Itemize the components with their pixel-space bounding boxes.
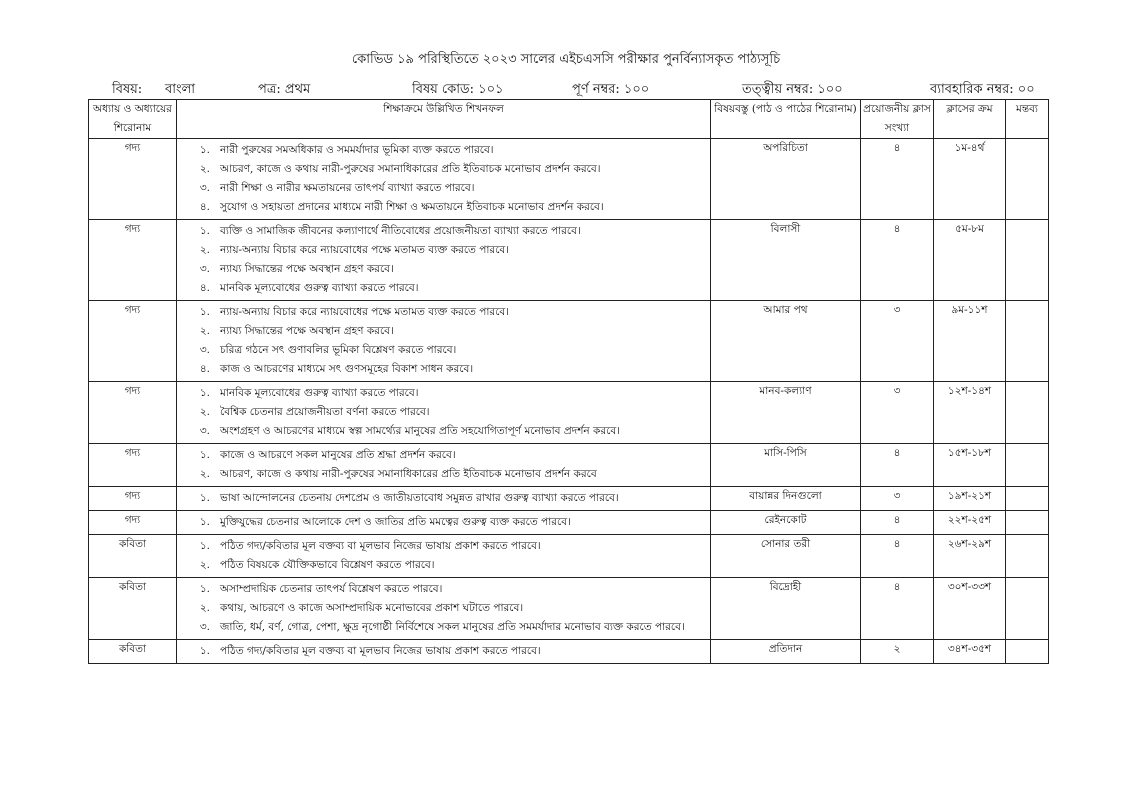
content-cell: মানব-কল্যাণ	[711, 382, 861, 444]
order-cell: ১৫শ-১৮শ	[934, 444, 1006, 487]
outcome-text: মানবিক মূল্যবোধের গুরুত্ব ব্যাখ্যা করতে পারবে।	[220, 387, 419, 399]
chapter-cell: গদ্য	[89, 220, 177, 301]
content-cell: প্রতিদান	[711, 640, 861, 664]
outcomes-cell	[177, 487, 711, 511]
practical-marks: ব্যাবহারিক নম্বর: ০০	[930, 82, 1035, 97]
outcome-item	[180, 403, 707, 422]
col-header-chapter: অধ্যায় ও অধ্যায়ের শিরোনাম	[89, 100, 177, 139]
remarks-cell	[1006, 535, 1049, 578]
table-row	[89, 301, 1049, 382]
table-row	[89, 487, 1049, 511]
outcome-item	[180, 422, 707, 441]
content-cell: বিদ্রোহী	[711, 578, 861, 640]
remarks-cell	[1006, 578, 1049, 640]
classes-cell: ৩	[861, 301, 934, 382]
chapter-cell: গদ্য	[89, 511, 177, 535]
outcome-number: ৪.	[199, 282, 210, 294]
classes-cell: ২	[861, 640, 934, 664]
outcome-number: ৩.	[199, 344, 210, 356]
outcome-list	[180, 513, 707, 532]
syllabus-table	[88, 99, 1049, 664]
classes-cell: ৪	[861, 139, 934, 220]
classes-cell: ৩	[861, 382, 934, 444]
outcome-text: মানবিক মূল্যবোধের গুরুত্ব ব্যাখ্যা করতে পারবে।	[220, 282, 419, 294]
outcomes-cell	[177, 301, 711, 382]
table-row	[89, 139, 1049, 220]
outcome-item	[180, 160, 707, 179]
table-row	[89, 444, 1049, 487]
table-row	[89, 640, 1049, 664]
outcome-number: ৩.	[199, 263, 210, 275]
outcome-item	[180, 341, 707, 360]
remarks-cell	[1006, 640, 1049, 664]
outcome-item	[180, 642, 707, 661]
outcome-number: ১.	[199, 449, 210, 461]
outcomes-cell	[177, 578, 711, 640]
outcome-list	[180, 222, 707, 298]
outcomes-cell	[177, 382, 711, 444]
content-cell: সোনার তরী	[711, 535, 861, 578]
order-cell: ৯ম-১১শ	[934, 301, 1006, 382]
classes-cell: ৪	[861, 578, 934, 640]
outcome-list	[180, 303, 707, 379]
full-marks: পূর্ণ নম্বর: ১০০	[572, 82, 650, 97]
outcome-text: কাজে ও আচরণে সকল মানুষের প্রতি শ্রদ্ধা প্রদর্শন করবে।	[220, 449, 456, 461]
outcome-item	[180, 384, 707, 403]
outcome-text: আচরণ, কাজে ও কথায় নারী-পুরুষের সমানাধিকারের প্রতি ইতিবাচক মনোভাব প্রদর্শন করবে	[220, 468, 597, 480]
order-cell: ২৬শ-২৯শ	[934, 535, 1006, 578]
outcome-text: চরিত্র গঠনে সৎ গুণাবলির ভূমিকা বিশ্লেষণ করতে পারবে।	[220, 344, 457, 356]
content-cell: বায়ান্নর দিনগুলো	[711, 487, 861, 511]
order-cell: ৩০শ-৩৩শ	[934, 578, 1006, 640]
outcome-item	[180, 322, 707, 341]
outcomes-cell	[177, 511, 711, 535]
chapter-cell: গদ্য	[89, 382, 177, 444]
outcome-number: ৪.	[199, 363, 210, 375]
outcome-list	[180, 580, 707, 637]
remarks-cell	[1006, 139, 1049, 220]
outcomes-cell	[177, 535, 711, 578]
outcome-number: ২.	[199, 559, 210, 571]
remarks-cell	[1006, 382, 1049, 444]
outcome-list	[180, 642, 707, 661]
outcome-text: আচরণ, কাজে ও কথায় নারী-পুরুষের সমানাধিকারের প্রতি ইতিবাচক মনোভাব প্রদর্শন করবে।	[220, 163, 601, 175]
order-cell: ১২শ-১৪শ	[934, 382, 1006, 444]
outcome-number: ১.	[199, 306, 210, 318]
outcome-number: ৩.	[199, 425, 210, 437]
outcome-item	[180, 222, 707, 241]
outcome-number: ২.	[199, 163, 210, 175]
outcome-item	[180, 580, 707, 599]
chapter-cell: গদ্য	[89, 301, 177, 382]
outcome-number: ২.	[199, 602, 210, 614]
theory-marks: তত্ত্বীয় নম্বর: ১০০	[742, 82, 843, 97]
chapter-cell: কবিতা	[89, 578, 177, 640]
classes-cell: ৪	[861, 220, 934, 301]
remarks-cell	[1006, 444, 1049, 487]
chapter-cell: গদ্য	[89, 487, 177, 511]
outcomes-cell	[177, 220, 711, 301]
outcome-item	[180, 465, 707, 484]
classes-cell: ৪	[861, 535, 934, 578]
chapter-cell: কবিতা	[89, 640, 177, 664]
chapter-cell: কবিতা	[89, 535, 177, 578]
outcome-text: মুক্তিযুদ্ধের চেতনার আলোকে দেশ ও জাতির প্রতি মমত্বের গুরুত্ব ব্যক্ত করতে পারবে।	[220, 516, 571, 528]
table-row	[89, 578, 1049, 640]
col-header-content: বিষয়বস্তু (পাঠ ও পাঠের শিরোনাম)	[711, 100, 861, 139]
outcome-item	[180, 360, 707, 379]
outcome-list	[180, 489, 707, 508]
page-title: কোভিড ১৯ পরিস্থিতিতে ২০২৩ সালের এইচএসসি পরীক্ষার পুনর্বিন্যাসকৃত পাঠ্যসূচি	[351, 52, 781, 67]
content-cell: বিলাসী	[711, 220, 861, 301]
outcome-number: ১.	[199, 516, 210, 528]
outcome-number: ১.	[199, 387, 210, 399]
outcome-number: ২.	[199, 406, 210, 418]
outcome-text: বৈশ্বিক চেতনার প্রয়োজনীয়তা বর্ণনা করতে পারবে।	[220, 406, 430, 418]
remarks-cell	[1006, 301, 1049, 382]
content-cell: আমার পথ	[711, 301, 861, 382]
outcome-number: ১.	[199, 645, 210, 657]
outcome-text: পঠিত গদ্য/কবিতার মূল বক্তব্য বা মূলভাব নিজের ভাষায় প্রকাশ করতে পারবে।	[220, 540, 541, 552]
outcome-number: ১.	[199, 583, 210, 595]
outcome-list	[180, 537, 707, 575]
order-cell: ১ম-৪র্থ	[934, 139, 1006, 220]
table-row	[89, 535, 1049, 578]
outcome-text: নারী পুরুষের সমঅধিকার ও সমমর্যাদার ভূমিকা ব্যক্ত করতে পারবে।	[220, 144, 494, 156]
chapter-cell: গদ্য	[89, 444, 177, 487]
outcome-text: ন্যায্য সিদ্ধান্তের পক্ষে অবস্থান গ্রহণ করবে।	[220, 325, 394, 337]
order-cell: ৫ম-৮ম	[934, 220, 1006, 301]
outcome-item	[180, 599, 707, 618]
outcome-list	[180, 384, 707, 441]
outcomes-cell	[177, 444, 711, 487]
outcome-item	[180, 241, 707, 260]
outcome-text: কাজ ও আচরণের মাধ্যমে সৎ গুণসমূহের বিকাশ সাধন করবে।	[220, 363, 474, 375]
outcome-number: ১.	[199, 225, 210, 237]
outcome-item	[180, 141, 707, 160]
outcomes-cell	[177, 640, 711, 664]
order-cell: ১৯শ-২১শ	[934, 487, 1006, 511]
outcome-number: ২.	[199, 244, 210, 256]
outcome-item	[180, 556, 707, 575]
subject-value: বাংলা	[165, 82, 196, 97]
outcome-text: জাতি, ধর্ম, বর্ণ, গোত্র, পেশা, ক্ষুদ্র নৃগোষ্ঠী নির্বিশেষে সকল মানুষের প্রতি সমমর্যাদার মনোভাব ব্যক্ত করতে পারবে।	[220, 621, 685, 633]
outcome-number: ১.	[199, 492, 210, 504]
outcomes-cell	[177, 139, 711, 220]
content-cell: রেইনকোট	[711, 511, 861, 535]
table-row	[89, 220, 1049, 301]
table-header-row	[89, 100, 1049, 139]
outcome-item	[180, 537, 707, 556]
outcome-item	[180, 179, 707, 198]
outcome-text: অংশগ্রহণ ও আচরণের মাধ্যমে স্বল্প সামর্থ্যের মানুষের প্রতি সহযোগিতাপূর্ণ মনোভাব প্রদর্শন করবে।	[220, 425, 620, 437]
outcome-item	[180, 260, 707, 279]
outcome-text: ভাষা আন্দোলনের চেতনায় দেশপ্রেম ও জাতীয়তাবোধ সমুন্নত রাখার গুরুত্ব ব্যাখ্যা করতে পারবে।	[220, 492, 619, 504]
outcome-number: ২.	[199, 325, 210, 337]
outcome-number: ৩.	[199, 621, 210, 633]
outcome-text: কথায়, আচরণে ও কাজে অসাম্প্রদায়িক মনোভাবের প্রকাশ ঘটাতে পারবে।	[220, 602, 524, 614]
outcome-number: ২.	[199, 468, 210, 480]
outcome-text: ব্যক্তি ও সামাজিক জীবনের কল্যাণার্থে নীতিবোধের প্রয়োজনীয়তা ব্যাখ্যা করতে পারবে।	[220, 225, 581, 237]
col-header-order: ক্লাসের ক্রম	[934, 100, 1006, 139]
remarks-cell	[1006, 487, 1049, 511]
order-cell: ২২শ-২৫শ	[934, 511, 1006, 535]
outcome-item	[180, 618, 707, 637]
outcome-list	[180, 446, 707, 484]
outcome-item	[180, 513, 707, 532]
outcome-number: ৩.	[199, 182, 210, 194]
outcome-text: ন্যায়-অন্যায় বিচার করে ন্যায়বোধের পক্ষে মতামত ব্যক্ত করতে পারবে।	[220, 306, 510, 318]
outcome-text: নারী শিক্ষা ও নারীর ক্ষমতায়নের তাৎপর্য ব্যাখ্যা করতে পারবে।	[220, 182, 475, 194]
table-row	[89, 382, 1049, 444]
outcome-item	[180, 489, 707, 508]
outcome-item	[180, 303, 707, 322]
outcome-list	[180, 141, 707, 217]
outcome-item	[180, 446, 707, 465]
remarks-cell	[1006, 220, 1049, 301]
subject-label: বিষয়:	[112, 82, 143, 97]
outcome-text: অসাম্প্রদায়িক চেতনার তাৎপর্য বিশ্লেষণ করতে পারবে।	[220, 583, 443, 595]
outcome-number: ৪.	[199, 201, 210, 213]
content-cell: অপরিচিতা	[711, 139, 861, 220]
classes-cell: ৪	[861, 511, 934, 535]
col-header-outcomes: শিক্ষাক্রমে উল্লিখিত শিখনফল	[177, 100, 711, 139]
outcome-text: পঠিত বিষয়কে যৌক্তিকভাবে বিশ্লেষণ করতে পারবে।	[220, 559, 435, 571]
col-header-classes: প্রয়োজনীয় ক্লাস সংখ্যা	[861, 100, 934, 139]
outcome-text: সুযোগ ও সহায়তা প্রদানের মাধ্যমে নারী শিক্ষা ও ক্ষমতায়নে ইতিবাচক মনোভাব প্রদর্শন করবে।	[220, 201, 604, 213]
outcome-number: ১.	[199, 144, 210, 156]
outcome-text: ন্যায্য সিদ্ধান্তের পক্ষে অবস্থান গ্রহণ করবে।	[220, 263, 394, 275]
paper-info: পত্র: প্রথম	[258, 82, 311, 97]
outcome-item	[180, 198, 707, 217]
outcome-item	[180, 279, 707, 298]
remarks-cell	[1006, 511, 1049, 535]
classes-cell: ৩	[861, 487, 934, 511]
outcome-text: ন্যায়-অন্যায় বিচার করে ন্যায়বোধের পক্ষে মতামত ব্যক্ত করতে পারবে।	[220, 244, 510, 256]
table-row	[89, 511, 1049, 535]
table-body	[89, 139, 1049, 664]
col-header-remarks: মন্তব্য	[1006, 100, 1049, 139]
subject-code: বিষয় কোড: ১০১	[412, 82, 504, 97]
outcome-text: পঠিত গদ্য/কবিতার মূল বক্তব্য বা মূলভাব নিজের ভাষায় প্রকাশ করতে পারবে।	[220, 645, 541, 657]
outcome-number: ১.	[199, 540, 210, 552]
order-cell: ৩৪শ-৩৫শ	[934, 640, 1006, 664]
classes-cell: ৪	[861, 444, 934, 487]
chapter-cell: গদ্য	[89, 139, 177, 220]
content-cell: মাসি-পিসি	[711, 444, 861, 487]
